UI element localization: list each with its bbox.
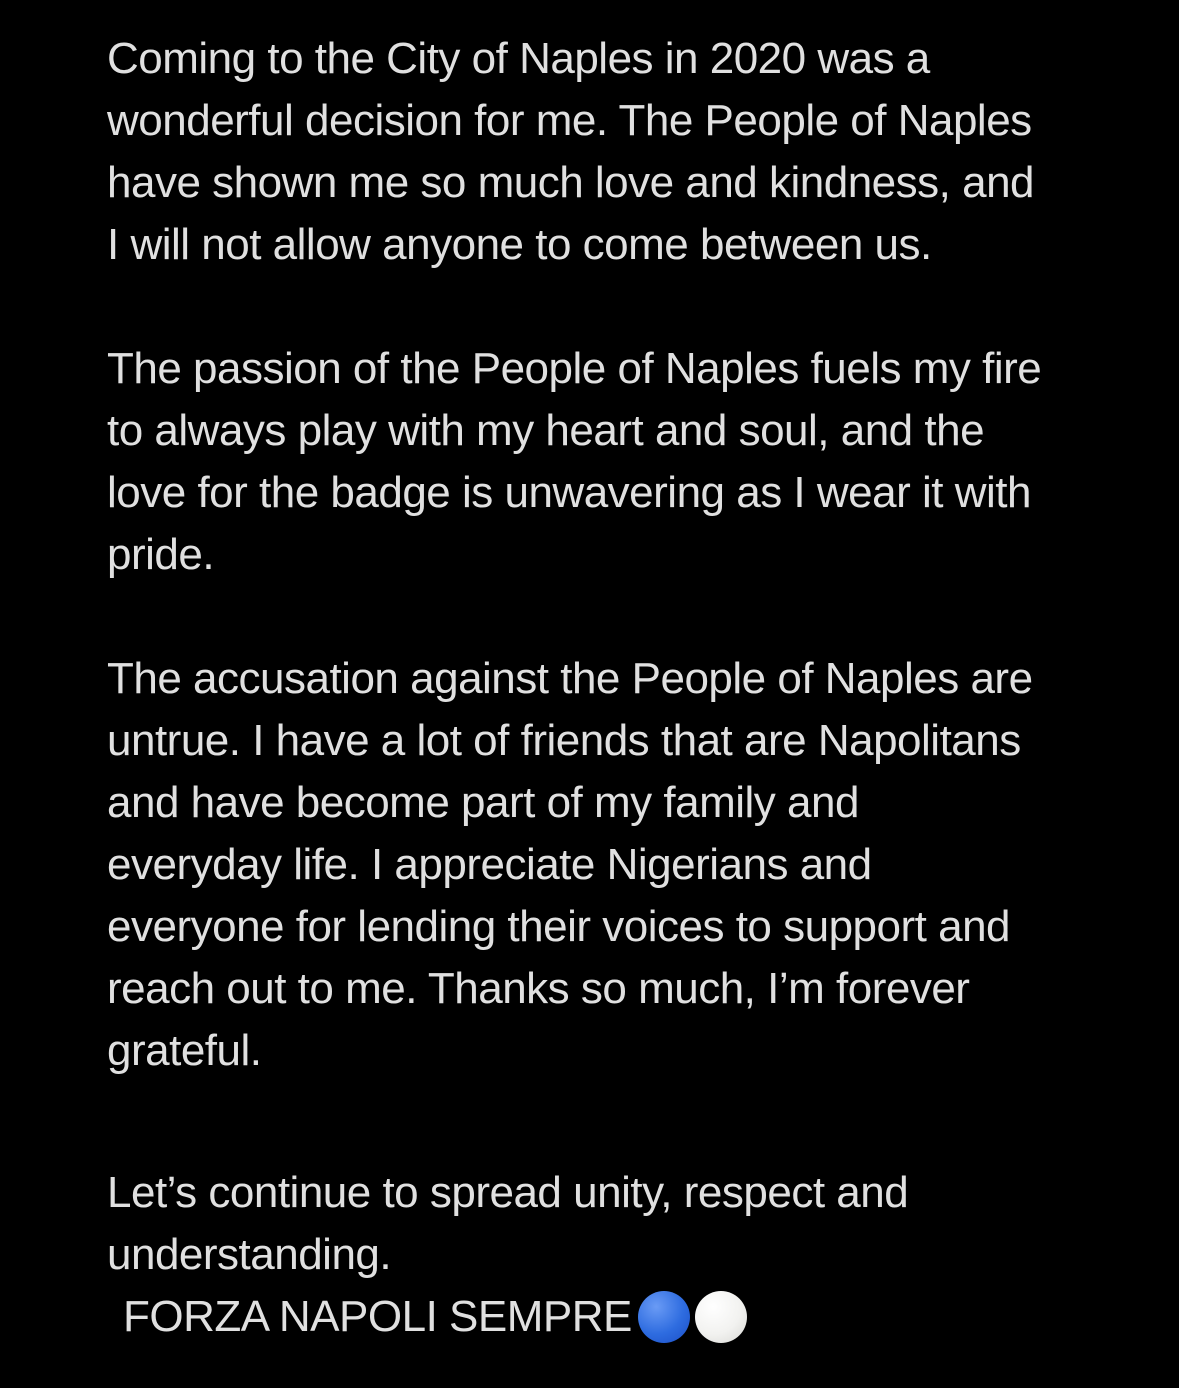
statement-line: untrue. I have a lot of friends that are Napolitans <box>107 716 1021 765</box>
white-circle-emoji <box>695 1291 747 1343</box>
statement-line: Let’s continue to spread unity, respect and <box>107 1168 909 1217</box>
signoff-text: FORZA NAPOLI SEMPRE <box>123 1292 632 1341</box>
statement-line: have shown me so much love and kindness, and <box>107 158 1035 207</box>
statement-line: and have become part of my family and <box>107 778 859 827</box>
statement-line: understanding. <box>107 1230 392 1279</box>
statement-line: everyone for lending their voices to support and <box>107 902 1011 951</box>
statement-line: The accusation against the People of Naples are <box>107 654 1033 703</box>
statement-line: I will not allow anyone to come between us. <box>107 220 932 269</box>
paragraph-4 <box>107 1162 1139 1286</box>
statement-line: grateful. <box>107 1026 262 1075</box>
blue-circle-emoji <box>638 1291 690 1343</box>
paragraph-3 <box>107 648 1139 1082</box>
statement-line: reach out to me. Thanks so much, I’m forever <box>107 964 970 1013</box>
paragraph-2 <box>107 338 1139 586</box>
statement-line: to always play with my heart and soul, and the <box>107 406 985 455</box>
statement-line: wonderful decision for me. The People of Naples <box>107 96 1032 145</box>
signoff-line <box>107 1286 1139 1348</box>
statement-line: Coming to the City of Naples in 2020 was a <box>107 34 930 83</box>
statement-line: everyday life. I appreciate Nigerians and <box>107 840 872 889</box>
statement-line: The passion of the People of Naples fuels my fire <box>107 344 1042 393</box>
statement-line: love for the badge is unwavering as I wear it with <box>107 468 1031 517</box>
statement-line: pride. <box>107 530 215 579</box>
paragraph-1 <box>107 28 1139 276</box>
